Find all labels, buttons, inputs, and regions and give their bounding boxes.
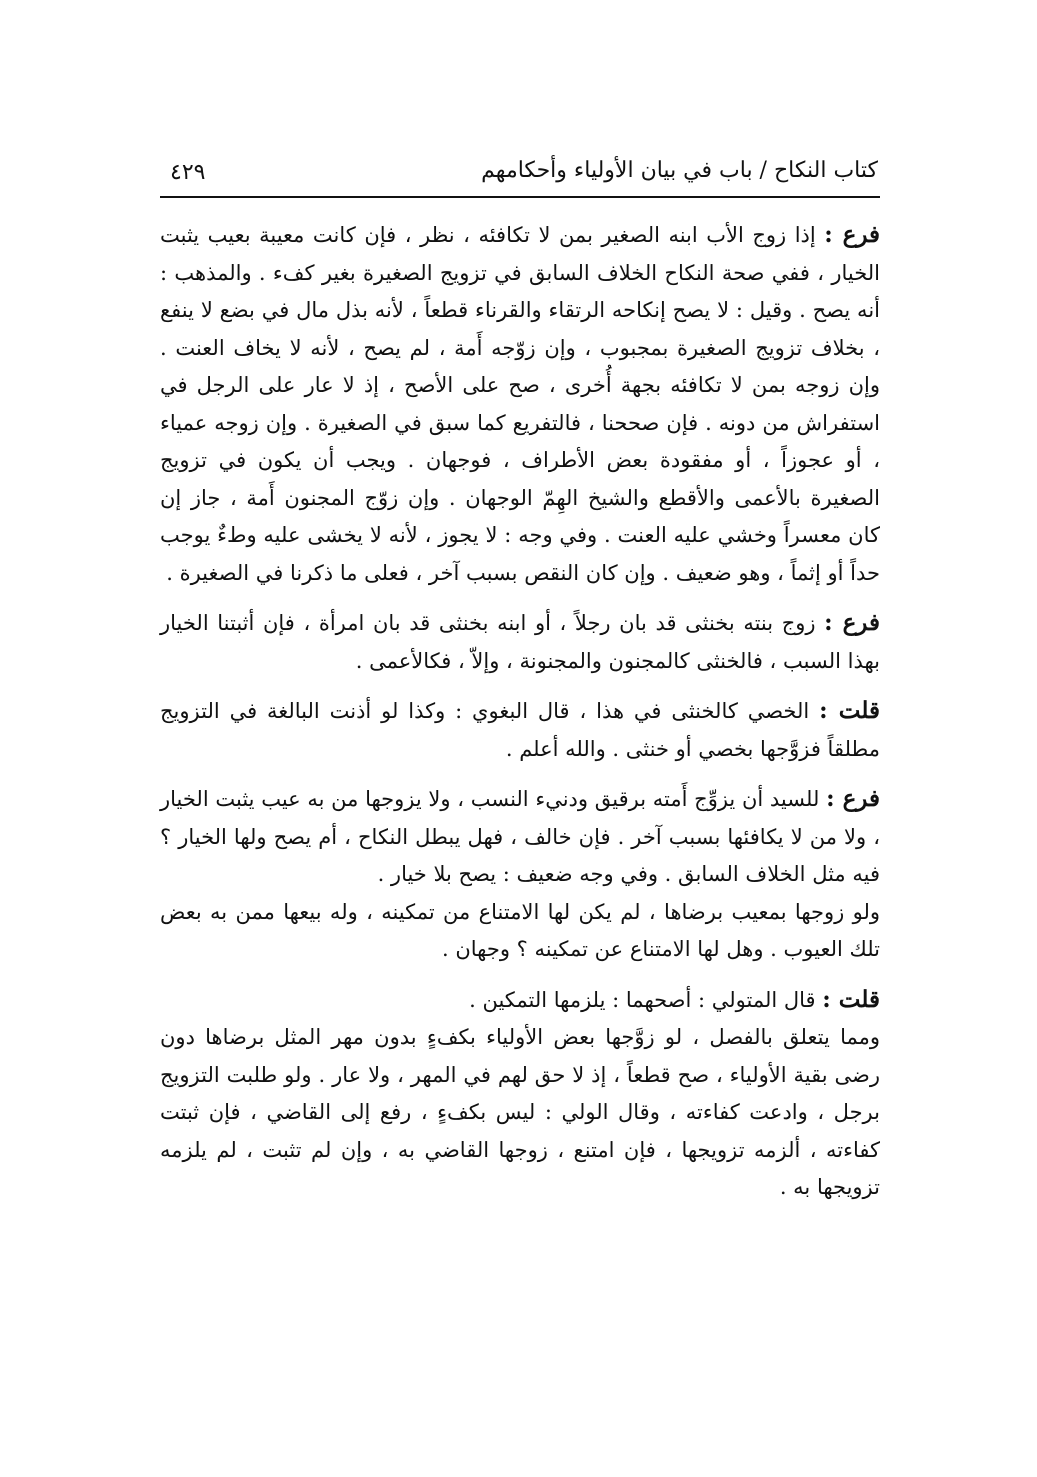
paragraph-lead: قلت :: [822, 985, 880, 1013]
paragraph: [160, 604, 880, 680]
paragraph-lead: قلت :: [819, 697, 880, 724]
paragraph-lead: فرع :: [824, 609, 880, 636]
paragraph: [160, 692, 880, 768]
paragraph-lead: فرع :: [826, 785, 880, 812]
paragraph: [160, 780, 880, 894]
page-body: [160, 216, 880, 1207]
paragraph: [160, 894, 880, 969]
running-title: كتاب النكاح / باب في بيان الأولياء وأحكامهم: [481, 158, 878, 183]
paragraph-lead: فرع :: [824, 221, 880, 248]
paragraph: [160, 1019, 880, 1207]
paragraph-text: ولو زوجها بمعيب برضاها ، لم يكن لها الامتناع من تمكينه ، وله بيعها ممن به بعض تلك العيوب . وهل لها الامتناع عن تمكينه ؟ وجهان .: [160, 899, 880, 961]
page-header: [160, 152, 880, 198]
page-number: ٤٢٩: [170, 160, 206, 185]
paragraph-text: الخصي كالخنثى في هذا ، قال البغوي : وكذا لو أذنت البالغة في التزويج مطلقاً فزوَّجها بخصي أو خنثى . والله أعلم .: [160, 699, 880, 761]
paragraph-text: للسيد أن يزوِّج أَمته برقيق ودنيء النسب ، ولا يزوجها من به عيب يثبت الخيار ، ولا من لا يكافئها بسبب آخر . فإن خالف ، فهل يبطل النكاح ، أم يصح ولها الخيار ؟ فيه مثل الخلاف السابق . وفي وجه ضعيف : يصح بلا خيار .: [160, 787, 880, 886]
paragraph-text: قال المتولي : أصحهما : يلزمها التمكين .: [469, 987, 816, 1012]
paragraph-text: زوج بنته بخنثى قد بان رجلاً ، أو ابنه بخنثى قد بان امرأة ، فإن أثبتنا الخيار بهذا السبب ، فالخنثى كالمجنون والمجنونة ، وإلاّ ، فكالأعمى .: [160, 611, 880, 673]
paragraph-text: ومما يتعلق بالفصل ، لو زوَّجها بعض الأولياء بكفءٍ بدون مهر المثل برضاها دون رضى بقية الأولياء ، صح قطعاً ، إذ لا حق لهم في المهر ، ولا عار . ولو طلبت التزويج برجل ، وادعت كفاءته ، وقال الولي : ليس بكفءٍ ، رفع إلى القاضي ، فإن ثبتت كفاءته ، ألزمه تزويجها ، فإن امتنع ، زوجها القاضي به ، وإن لم تثبت ، لم يلزمه تزويجها به .: [160, 1025, 880, 1199]
paragraph: [160, 981, 880, 1020]
paragraph: [160, 216, 880, 592]
paragraph-text: إذا زوج الأب ابنه الصغير بمن لا تكافئه ، نظر ، فإن كانت معيبة بعيب يثبت الخيار ، ففي صحة النكاح الخلاف السابق في تزويج الصغيرة بغير كفء . والمذهب : أنه يصح . وقيل : لا يصح إنكاحه الرتقاء والقرناء قطعاً ، لأنه بذل مال في بضع لا ينفع ، بخلاف تزويج الصغيرة بمجبوب ، وإن زوّجه أَمة ، لم يصح ، لأنه لا يخاف العنت . وإن زوجه بمن لا تكافئه بجهة أُخرى ، صح على الأصح ، إذ لا عار على الرجل في استفراش من دونه . فإن صححنا ، فالتفريع كما سبق في الصغيرة . وإن زوجه عمياء ، أو عجوزاً ، أو مفقودة بعض الأطراف ، فوجهان . ويجب أن يكون في تزويج الصغيرة بالأعمى والأقطع والشيخ الهِمّ الوجهان . وإن زوّج المجنون أَمة ، جاز إن كان معسراً وخشي عليه العنت . وفي وجه : لا يجوز ، لأنه لا يخشى عليه وطءٌ يوجب حداً أو إثماً ، وهو ضعيف . وإن كان النقص بسبب آخر ، فعلى ما ذكرنا في الصغيرة .: [160, 223, 880, 585]
